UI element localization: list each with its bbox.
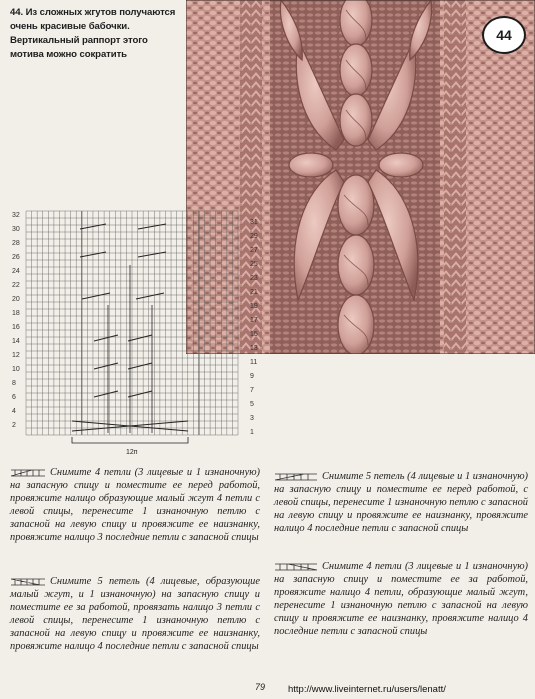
chart-repeat-label: 12п	[126, 449, 138, 456]
row-number: 31	[250, 219, 258, 226]
source-url: http://www.liveinternet.ru/users/lenatt/	[288, 684, 446, 695]
row-number: 14	[12, 338, 20, 345]
cable-symbol-icon	[274, 473, 318, 481]
row-number: 12	[12, 352, 20, 359]
cable-symbol-icon	[10, 578, 46, 586]
row-number: 2	[12, 422, 16, 429]
row-number: 20	[12, 296, 20, 303]
row-number: 5	[250, 401, 254, 408]
row-number: 29	[250, 233, 258, 240]
row-number: 4	[12, 408, 16, 415]
row-number: 19	[250, 303, 258, 310]
row-number: 1	[250, 429, 254, 436]
row-number: 30	[12, 226, 20, 233]
row-number: 7	[250, 387, 254, 394]
row-number: 32	[12, 212, 20, 219]
legend-text: Снимите 4 петли (3 лицевые и 1 изнаночную) на запасную спицу и поместите ее за работой, провяжите налицо 4 петли, образующие малый жгут, перенесите 1 изнаночную петлю с запасной на левую спицу и провяжите ее наизнанку, провяжите налицо 4 последние петли с запасной спицы	[274, 561, 528, 637]
legend-item-2	[10, 575, 260, 653]
legend-item-3	[274, 470, 528, 535]
row-number: 8	[12, 380, 16, 387]
cable-stroke	[128, 363, 152, 369]
row-number: 10	[12, 366, 20, 373]
cable-stroke	[82, 293, 110, 299]
chart-row-numbers-right	[250, 219, 258, 436]
row-number: 13	[250, 345, 258, 352]
page-number: 79	[255, 682, 266, 692]
cable-stroke	[128, 335, 152, 341]
row-number: 11	[250, 359, 258, 366]
row-number: 23	[250, 275, 258, 282]
cable-stroke	[94, 335, 118, 341]
row-number: 28	[12, 240, 20, 247]
legend-text: Снимите 5 петель (4 лицевые, образующие малый жгут, и 1 изнаночную) на запасную спицу и поместите ее за работой, провязать налицо 3 петли с левой спицы, перенесите 1 изнаночную петлю с запасной на левую спицу и провяжите ее наизнанку, провяжите налицо 4 последние петли с запасной спицы	[10, 576, 260, 652]
cable-stroke	[128, 391, 152, 397]
row-number: 27	[250, 247, 258, 254]
row-number: 3	[250, 415, 254, 422]
legend-item-4	[274, 560, 528, 638]
cable-stroke	[94, 363, 118, 369]
cable-stroke	[94, 391, 118, 397]
row-number: 26	[12, 254, 20, 261]
cable-symbol-icon	[10, 469, 46, 477]
knitting-chart	[10, 205, 270, 460]
cable-symbol-icon	[274, 563, 318, 571]
row-number: 21	[250, 289, 258, 296]
motif-number-badge: 44	[482, 16, 526, 54]
row-number: 22	[12, 282, 20, 289]
row-number: 15	[250, 331, 258, 338]
row-number: 6	[12, 394, 16, 401]
legend-item-1	[10, 466, 260, 544]
chart-row-numbers-left	[12, 212, 20, 429]
row-number: 9	[250, 373, 254, 380]
legend-text: Снимите 5 петель (4 лицевые и 1 изнаночную) на запасную спицу и поместите ее перед работой, с левой спицы, перенесите 1 изнаночную петлю с запасной на левую спицу и провяжите ее наизнанку, провяжите налицо 4 последние петли с запасной спицы	[274, 471, 528, 534]
chart-cable-symbols	[72, 224, 188, 433]
cable-stroke	[138, 224, 166, 229]
row-number: 18	[12, 310, 20, 317]
chart-grid	[26, 211, 238, 435]
row-number: 16	[12, 324, 20, 331]
row-number: 25	[250, 261, 258, 268]
motif-caption: 44. Из сложных жгутов получаются очень красивые бабочки. Вертикальный раппорт этого мотива можно сократить	[10, 7, 176, 60]
row-number: 24	[12, 268, 20, 275]
chart-repeat-bracket	[72, 437, 188, 443]
legend-text: Снимите 4 петли (3 лицевые и 1 изнаночную) на запасную спицу и поместите ее перед работой, провяжите налицо образующие малый жгут 4 петли с левой спицы, перенесите 1 изнаночную петлю с запасной на левую спицу и провяжите ее наизнанку, провяжите налицо 3 последние петли с запасной спицы	[10, 467, 260, 543]
row-number: 17	[250, 317, 258, 324]
cable-stroke	[138, 252, 166, 257]
